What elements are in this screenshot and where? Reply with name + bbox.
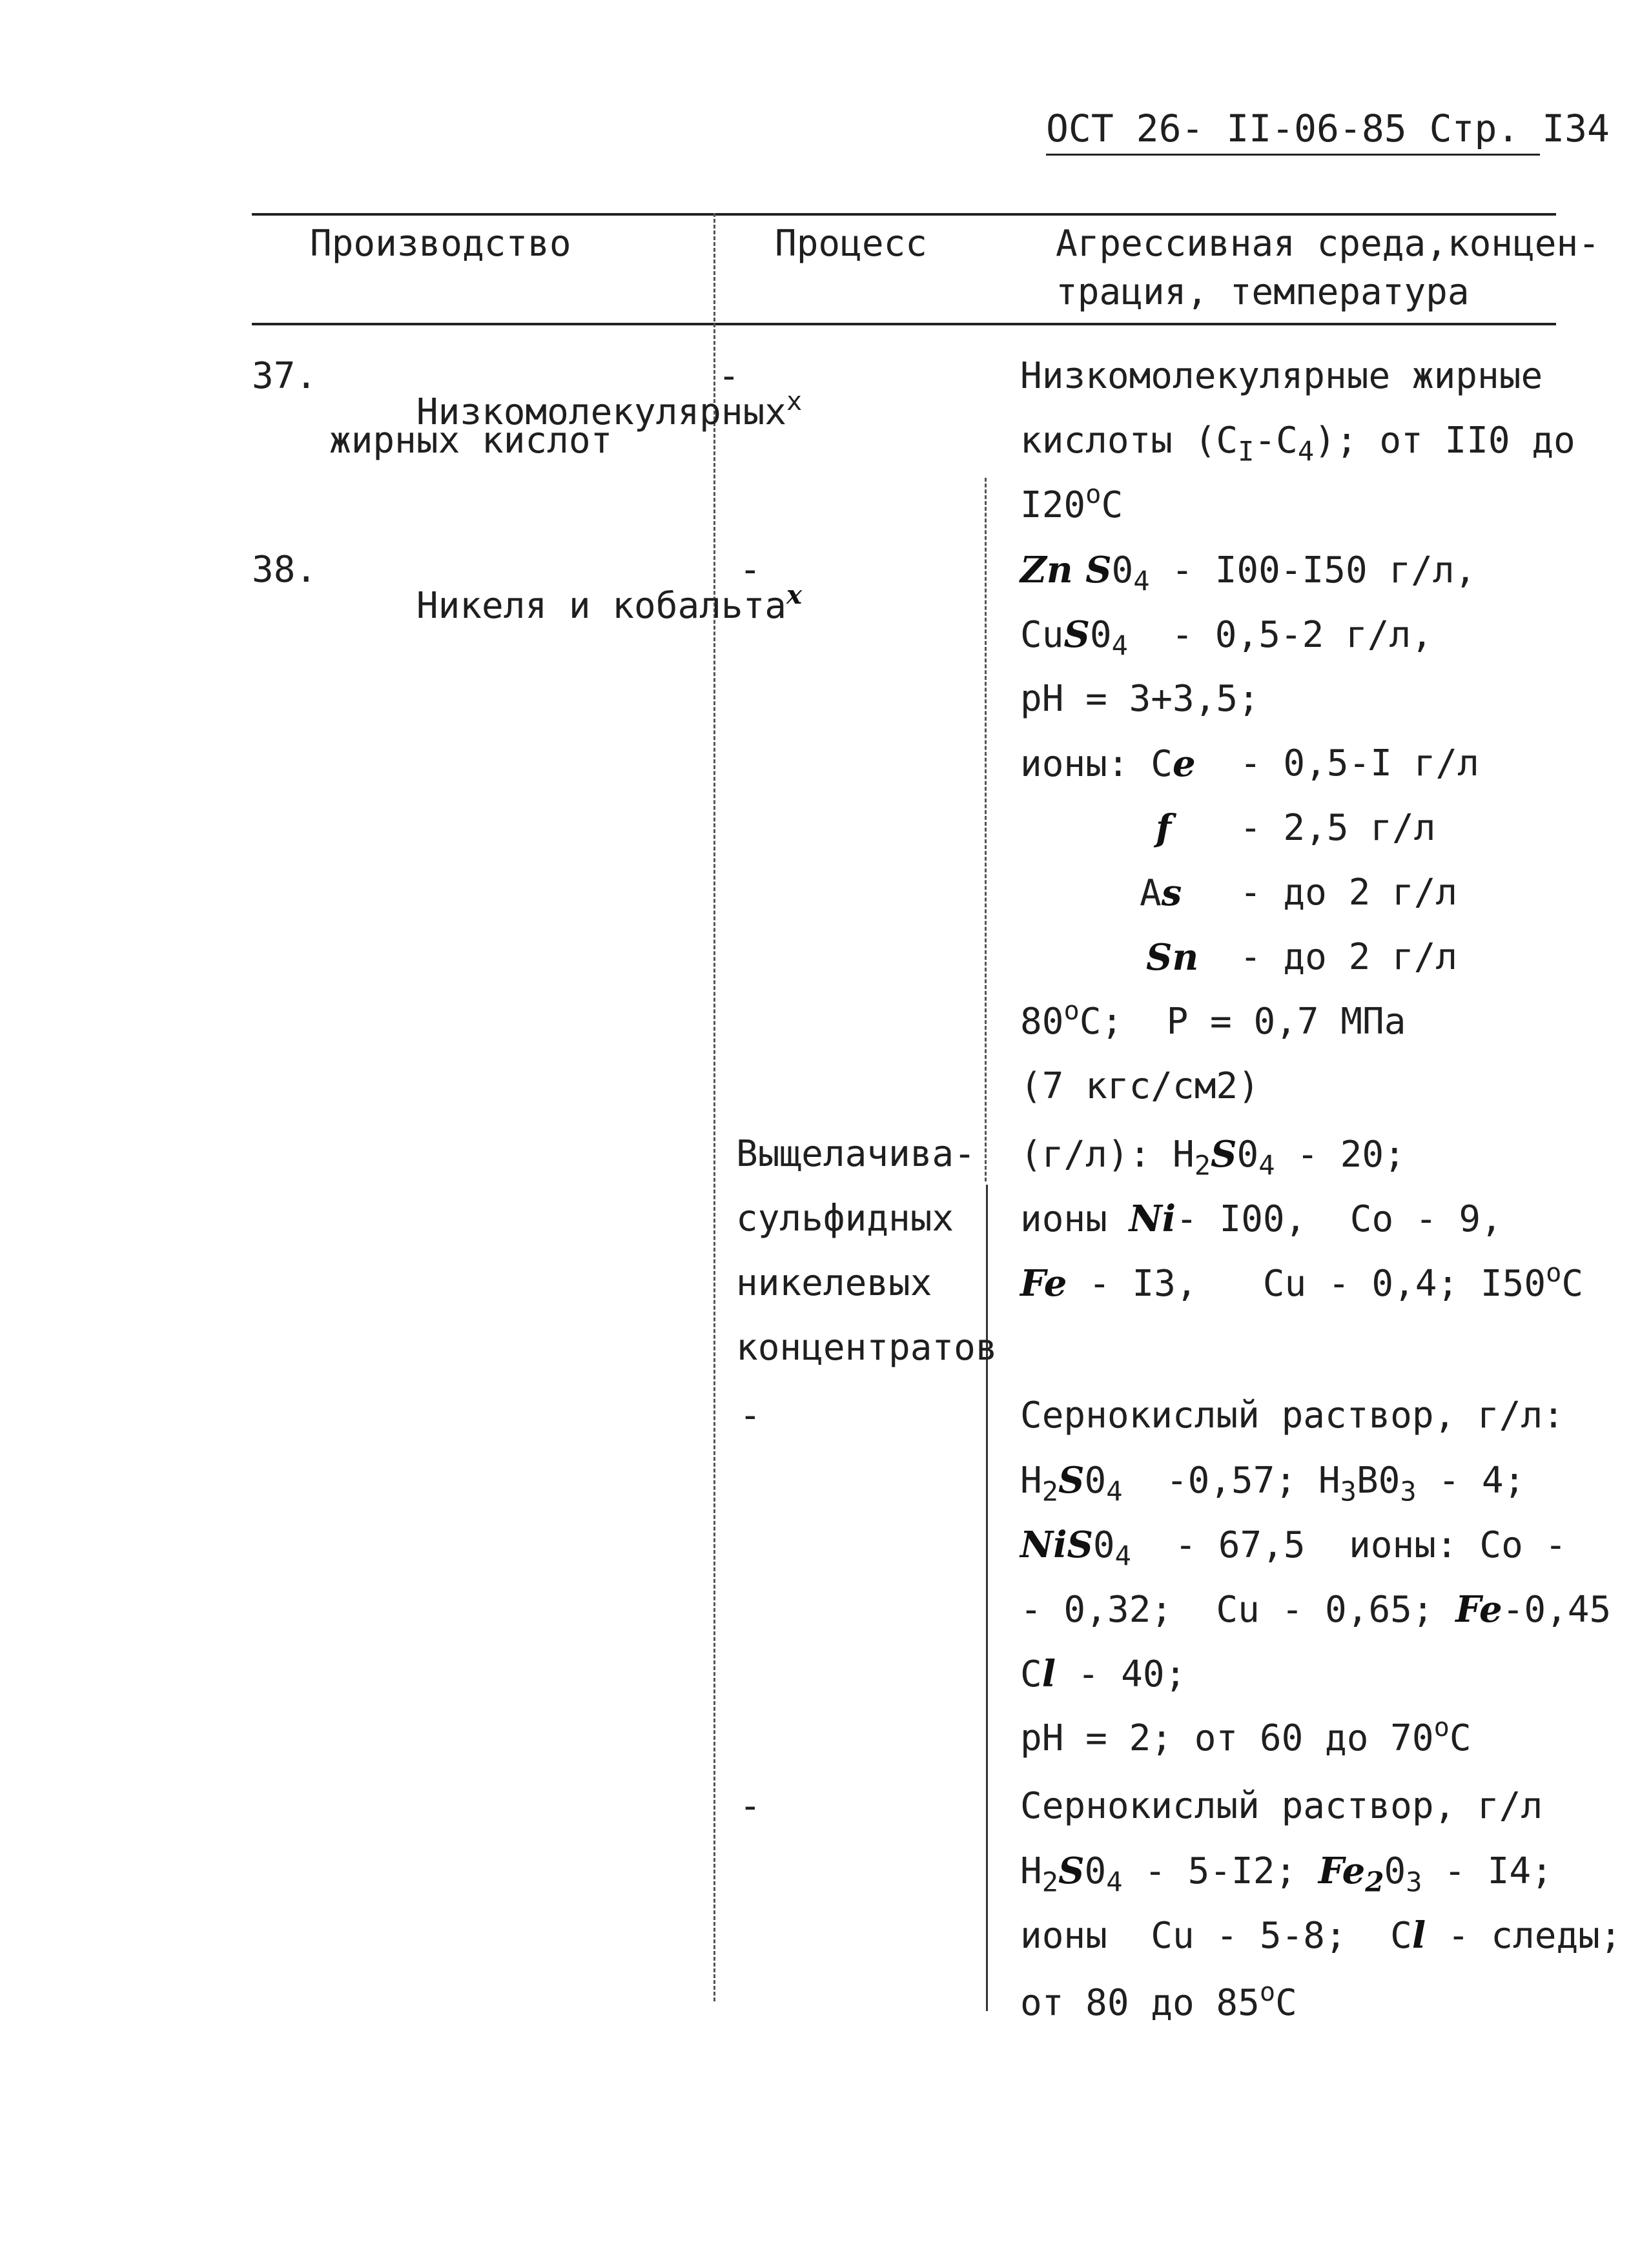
row-38-block1-line1: Zn $S0_4 - I00-I50$ г/л, — [1020, 549, 1477, 597]
row-37-process: - — [718, 355, 740, 397]
column-divider-2 — [985, 478, 987, 1181]
header-underline — [1046, 154, 1540, 156]
row-38-block3-line5: Cl - 40; — [1020, 1653, 1187, 1695]
document-reference: ОСТ 26- II-06-85 Стр. I34 — [1046, 107, 1610, 150]
column-header-medium-line1: Агрессивная среда,концен- — [1056, 223, 1600, 265]
row-37-medium-line3: I20$^o$C — [1020, 478, 1123, 526]
row-38-block4-line4: от 80 до 85$^o$C — [1020, 1976, 1297, 2024]
row-38-block1-line9: (7 кгс/см2) — [1020, 1065, 1260, 1107]
row-38-block1-line8: 80$^o$C; P = 0,7 МПа — [1020, 995, 1406, 1043]
row-38-block2-line2: ионы Ni- I00, Co - 9, — [1020, 1198, 1502, 1240]
row-38-block3-line1: Сернокислый раствор, г/л: — [1020, 1395, 1564, 1436]
row-38-block1-line7-ion: Sn — [1146, 936, 1199, 979]
row-38-block4-line2: $H_2S0_4 - 5-I2$; $Fe_20_3 - I4$; — [1020, 1850, 1553, 1898]
row-38-block4-line3: ионы Cu - 5-8; Cl - следы; — [1020, 1914, 1622, 1957]
row-38-block2-line1: (г/л): $H_2S0_4 - 20$; — [1020, 1133, 1406, 1181]
row-38-production — [329, 549, 803, 660]
row-38-block4-line1: Сернокислый раствор, г/л — [1020, 1785, 1543, 1827]
table-header-bottom-rule — [252, 323, 1556, 325]
row-38-block2-process-line4: концентратов — [736, 1327, 998, 1369]
row-37-medium-line1: Низкомолекулярные жирные — [1020, 355, 1543, 397]
row-37-number: 37. — [252, 355, 318, 397]
row-38-block1-line6-value: - до 2 г/л — [1240, 872, 1458, 914]
row-38-block3-line4: - 0,32; Cu - 0,65; Fe-0,45 — [1020, 1588, 1612, 1631]
row-38-footnote-mark: x — [786, 578, 803, 610]
row-38-block1-line5-ion: f — [1156, 807, 1172, 850]
row-38-block3-line2: $H_2S0_4$ -0,57; $H_3B0_3 - 4$; — [1020, 1459, 1526, 1507]
row-38-block3-process: - — [739, 1395, 761, 1436]
row-38-block2-process-line1: Выщелачива- — [736, 1133, 976, 1175]
row-37-medium-line2: кислоты $(C_I-C_4)$; от II0 до — [1020, 420, 1575, 467]
row-37-footnote-mark: x — [786, 385, 803, 416]
row-38-block1-line7-value: - до 2 г/л — [1240, 936, 1458, 978]
row-38-block1-line5-value: - 2,5 г/л — [1240, 807, 1436, 849]
row-38-block1-process: - — [739, 549, 761, 591]
row-38-number: 38. — [252, 549, 318, 591]
column-divider-1 — [713, 213, 715, 2001]
row-38-block2-process-line2: сульфидных — [736, 1198, 954, 1240]
row-38-block2-line3: Fe - I3, Cu - 0,4; I50$^o$C — [1020, 1257, 1584, 1305]
row-38-production-line1: Никеля и кобальта — [416, 585, 787, 627]
row-38-block1-line4-value: - 0,5-I г/л — [1240, 742, 1479, 784]
row-38-block1-line4: ионы: Ce — [1020, 742, 1196, 785]
row-38-block3-line6: pH = 2; от 60 до 70$^o$C — [1020, 1711, 1472, 1759]
row-38-block1-line6-ion: As — [1140, 872, 1182, 914]
row-37-production-line1: Низкомолекулярных — [416, 391, 787, 433]
row-38-block3-line3: $NiS0_4 - 67,5$ ионы: Co - — [1020, 1524, 1567, 1572]
table-top-rule — [252, 213, 1556, 216]
row-38-block4-process: - — [739, 1785, 761, 1827]
row-38-block1-line2: $CuS0_4 - 0,5-2$ г/л, — [1020, 613, 1433, 662]
column-header-process: Процесс — [775, 223, 928, 265]
column-divider-2-solid — [986, 1185, 988, 2011]
row-37-production-line2: жирных кислот — [329, 420, 613, 462]
row-38-block2-process-line3: никелевых — [736, 1262, 932, 1304]
column-header-medium-line2: трация, температура — [1056, 271, 1470, 313]
row-38-block1-line3: pH = 3+3,5; — [1020, 678, 1260, 720]
column-header-production: Производство — [310, 223, 571, 265]
